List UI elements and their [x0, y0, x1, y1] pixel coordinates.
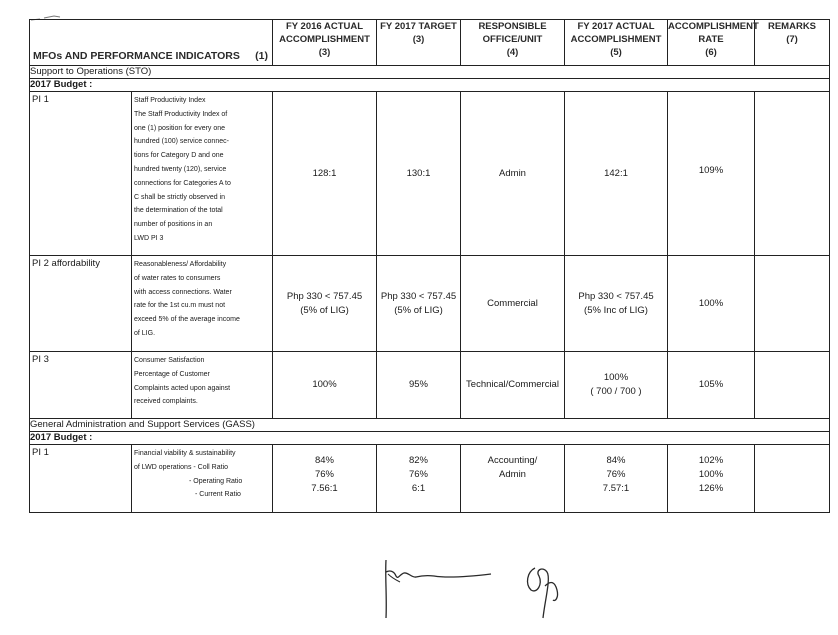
- value-line: Php 330 < 757.45: [578, 290, 654, 302]
- indicator-line: Staff Productivity Index: [134, 97, 206, 104]
- indicator-cell: [132, 352, 273, 419]
- value-line: 126%: [698, 483, 724, 494]
- remarks-cell: [755, 256, 830, 352]
- section-title-row: [30, 66, 830, 79]
- indicator-line: of water rates to consumers: [134, 274, 221, 282]
- indicator-line: - Current Ratio: [195, 491, 241, 499]
- indicator-line: with access connections. Water: [134, 288, 232, 296]
- header-label: RESPONSIBLE OFFICE/UNIT: [478, 21, 547, 45]
- remarks-cell: [755, 445, 830, 513]
- indicator-line: connections for Categories A to: [134, 179, 231, 187]
- indicator-line: one (1) position for every one: [134, 124, 226, 132]
- value-line: (5% of LIG): [394, 304, 443, 316]
- col-accomplishment-rate-header: [668, 20, 759, 66]
- responsible-office-cell: [461, 445, 565, 513]
- remarks-cell: [755, 92, 830, 256]
- indicator-line: number of positions in an: [134, 221, 213, 229]
- accomplishment-rate-cell: [668, 445, 755, 513]
- fy2017-actual-cell: [565, 352, 668, 419]
- fy2017-target-cell: [377, 445, 461, 513]
- signature-right: [515, 560, 575, 625]
- indicator-line: Reasonableness/ Affordability: [134, 261, 227, 268]
- header-label: FY 2016 ACTUAL ACCOMPLISHMENT: [279, 21, 370, 45]
- indicator-line: hundred twenty (120), service: [134, 165, 227, 173]
- fy2017-target-cell: [377, 256, 461, 352]
- accomplishment-rate-cell: [668, 352, 755, 419]
- value-line: 109%: [698, 165, 724, 176]
- pi-label: PI 1: [30, 445, 132, 513]
- table-row: [30, 256, 830, 352]
- pi-label: PI 2 affordability: [30, 256, 132, 352]
- value-line: Php 330 < 757.45: [286, 290, 363, 302]
- responsible-office-cell: [461, 352, 565, 419]
- value-line: 128:1: [312, 167, 337, 179]
- value-line: 130:1: [406, 167, 431, 179]
- value-line: Technical/Commercial: [466, 379, 559, 390]
- value-line: Php 330 < 757.45: [380, 290, 457, 302]
- indicator-line: of LWD operations - Coll Ratio: [134, 463, 229, 471]
- value-line: Admin: [499, 469, 526, 480]
- header-label: FY 2017 TARGET: [380, 21, 457, 32]
- indicator-line: tions for Category D and one: [134, 152, 224, 160]
- fy2017-target-cell: [377, 352, 461, 419]
- indicator-line: Financial viability & sustainability: [134, 450, 236, 457]
- col-responsible-office-header: [461, 20, 565, 66]
- table-row: [30, 445, 830, 513]
- col-fy2017-target-header: [377, 20, 461, 66]
- col-remarks-header: [755, 20, 830, 66]
- value-line: 82%: [408, 455, 428, 466]
- mfo-col-number: (1): [255, 50, 268, 62]
- table-row: [30, 92, 830, 256]
- header-col-number: (6): [705, 47, 717, 58]
- value-line: (5% Inc of LIG): [584, 304, 648, 316]
- indicator-line: Complaints acted upon against: [134, 384, 231, 392]
- header-label: ACCOMPLISHMENT RATE: [668, 21, 759, 45]
- budget-row: [30, 432, 830, 445]
- responsible-office-cell: [461, 256, 565, 352]
- budget-label: 2017 Budget :: [30, 79, 830, 92]
- indicator-line: C shall be strictly observed in: [134, 193, 226, 201]
- fy2016-actual-cell: [273, 256, 377, 352]
- value-line: 100%: [698, 297, 724, 309]
- header-col-number: (5): [610, 47, 622, 58]
- indicator-line: exceed 5% of the average income: [134, 316, 240, 324]
- indicator-line: - Operating Ratio: [189, 477, 243, 485]
- mfo-header-cell: [30, 20, 273, 66]
- indicator-line: The Staff Productivity Index of: [134, 110, 228, 118]
- section-title: Support to Operations (STO): [30, 66, 830, 79]
- col-fy2016-actual-header: [273, 20, 377, 66]
- indicator-line: Percentage of Customer: [134, 370, 210, 378]
- value-line: Admin: [499, 167, 526, 179]
- header-col-number: (3): [318, 47, 331, 58]
- budget-label: 2017 Budget :: [30, 432, 830, 445]
- budget-row: [30, 79, 830, 92]
- indicator-line: rate for the 1st cu.m must not: [134, 302, 226, 310]
- header-label: REMARKS: [767, 21, 817, 32]
- value-line: 95%: [408, 379, 428, 390]
- indicator-line: the determination of the total: [134, 207, 223, 215]
- performance-table: [29, 19, 830, 513]
- value-line: 76%: [408, 469, 428, 480]
- value-line: ( 700 / 700 ): [590, 386, 642, 397]
- remarks-cell: [755, 352, 830, 419]
- section-title: General Administration and Support Services (GASS): [30, 419, 830, 432]
- fy2017-actual-cell: [565, 445, 668, 513]
- value-line: 76%: [606, 469, 626, 480]
- fy2017-actual-cell: [565, 92, 668, 256]
- indicator-line: hundred (100) service connec-: [134, 138, 229, 146]
- indicator-line: LWD PI 3: [134, 234, 164, 242]
- table-row: [30, 352, 830, 419]
- value-line: 100%: [698, 469, 724, 480]
- header-col-number: (4): [506, 47, 519, 58]
- signature-left: [376, 552, 496, 622]
- header-label: FY 2017 ACTUAL ACCOMPLISHMENT: [570, 21, 662, 45]
- header-row: [30, 20, 830, 66]
- value-line: 100%: [603, 372, 629, 383]
- value-line: 84%: [314, 455, 334, 466]
- value-line: 76%: [314, 469, 334, 480]
- indicator-line: Consumer Satisfaction: [134, 357, 205, 364]
- value-line: 100%: [312, 379, 337, 390]
- indicator-cell: [132, 92, 273, 256]
- pi-label: PI 1: [30, 92, 132, 256]
- fy2016-actual-cell: [273, 92, 377, 256]
- responsible-office-cell: [461, 92, 565, 256]
- fy2016-actual-cell: [273, 352, 377, 419]
- section-title-row: [30, 419, 830, 432]
- header-col-number: (3): [412, 34, 425, 45]
- fy2016-actual-cell: [273, 445, 377, 513]
- value-line: 142:1: [604, 167, 628, 179]
- value-line: 7.56:1: [311, 483, 338, 494]
- value-line: Accounting/: [487, 455, 538, 466]
- value-line: 102%: [698, 455, 724, 466]
- indicator-line: of LIG.: [134, 329, 156, 337]
- pi-label: PI 3: [30, 352, 132, 419]
- accomplishment-rate-cell: [668, 256, 755, 352]
- value-line: (5% of LIG): [300, 304, 349, 316]
- mfo-title: MFOs AND PERFORMANCE INDICATORS: [33, 50, 240, 62]
- value-line: 6:1: [411, 483, 426, 494]
- fy2017-actual-cell: [565, 256, 668, 352]
- header-col-number: (7): [786, 34, 798, 45]
- indicator-cell: [132, 256, 273, 352]
- value-line: 105%: [698, 379, 724, 390]
- value-line: Commercial: [487, 297, 538, 309]
- indicator-line: received complaints.: [134, 398, 198, 406]
- col-fy2017-actual-header: [565, 20, 668, 66]
- indicator-cell: [132, 445, 273, 513]
- accomplishment-rate-cell: [668, 92, 755, 256]
- value-line: 84%: [606, 455, 626, 466]
- value-line: 7.57:1: [602, 483, 630, 494]
- fy2017-target-cell: [377, 92, 461, 256]
